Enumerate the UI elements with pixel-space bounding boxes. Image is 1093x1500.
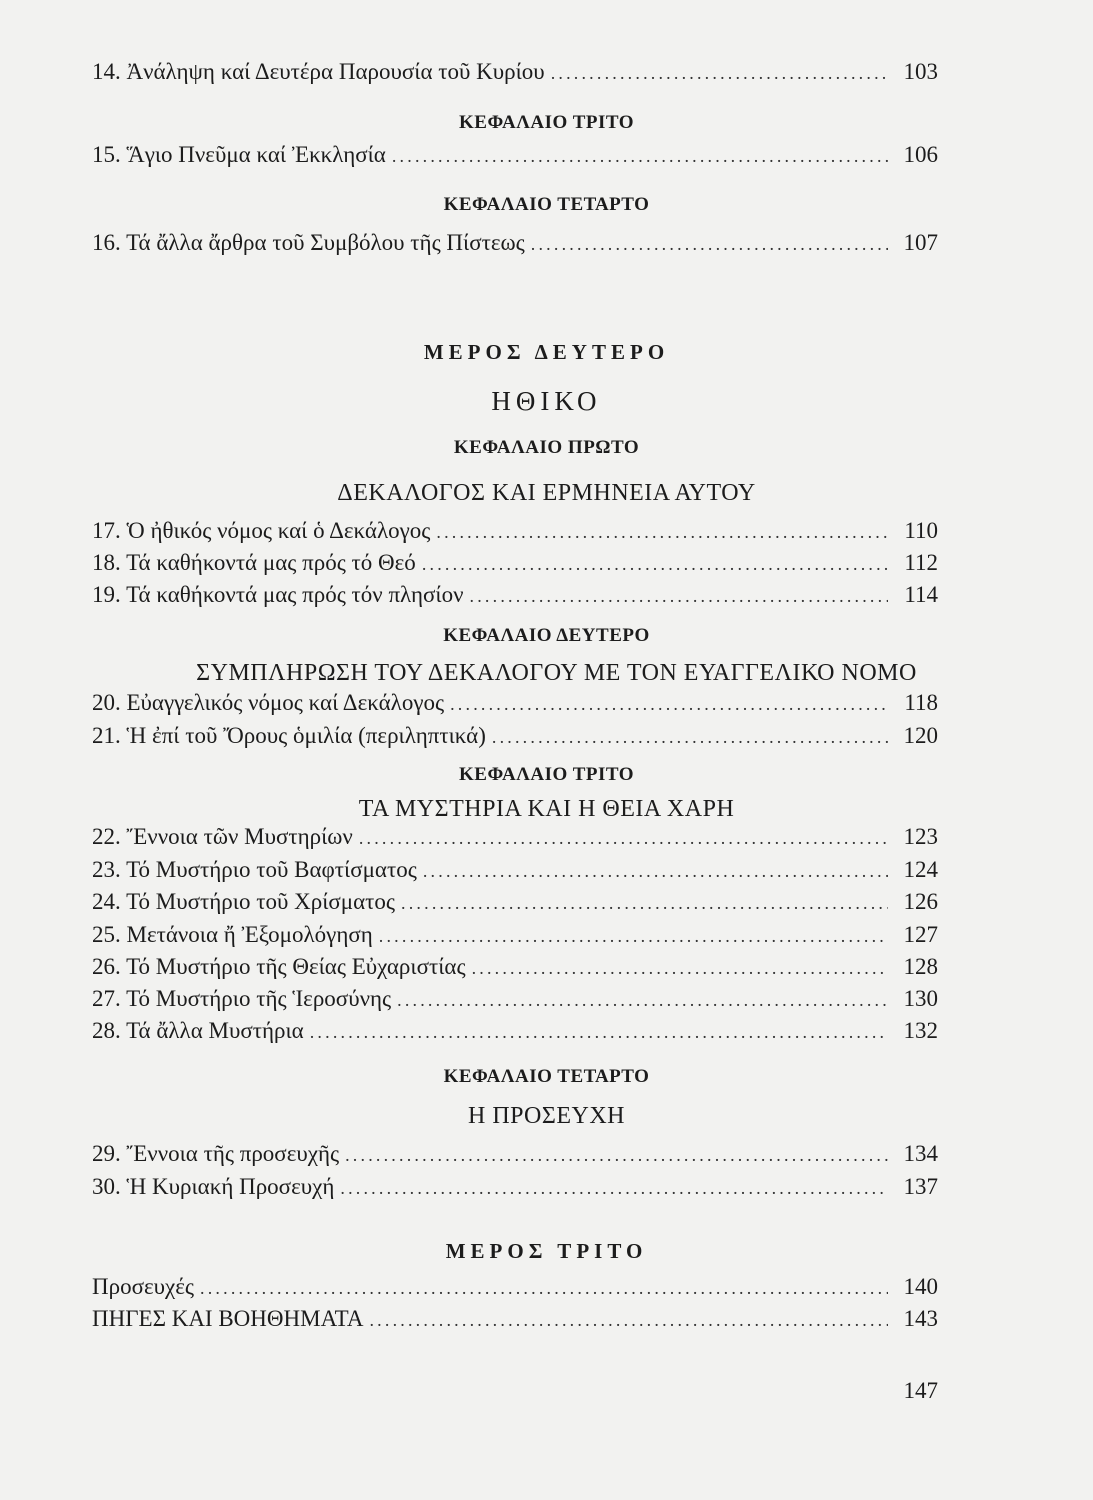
toc-entry: [92, 1273, 938, 1302]
leader-dots: [492, 723, 888, 751]
page-number: 147: [903, 1378, 938, 1403]
entry-page: 143: [903, 1306, 938, 1331]
toc-entry: [92, 58, 938, 87]
entry-title: 29. Ἔννοια τῆς προσευχῆς: [92, 1141, 340, 1166]
entry-page: 128: [903, 954, 938, 979]
entry-page: 112: [904, 550, 938, 575]
entry-page: 123: [903, 824, 938, 849]
entry-title: 19. Τά καθήκοντά μας πρός τόν πλησίον: [92, 582, 464, 607]
leader-dots: [472, 954, 888, 982]
leader-dots: [345, 1141, 888, 1169]
part-heading: ΜΕΡΟΣ ΤΡΙΤΟ: [445, 1239, 648, 1263]
leader-dots: [397, 986, 888, 1014]
entry-title: 22. Ἔννοια τῶν Μυστηρίων: [92, 824, 353, 849]
entry-page: 106: [903, 142, 938, 167]
entry-title: 14. Ἀνάληψη καί Δευτέρα Παρουσία τοῦ Κυρίου: [92, 59, 545, 84]
chapter-heading: ΚΕΦΑΛΑΙΟ ΤΡΙΤΟ: [459, 112, 634, 133]
chapter-heading: ΚΕΦΑΛΑΙΟ ΤΕΤΑΡΤΟ: [443, 1066, 650, 1087]
entry-title: 16. Τά ἄλλα ἄρθρα τοῦ Συμβόλου τῆς Πίστεως: [92, 230, 525, 255]
toc-entry: [92, 856, 938, 885]
entry-page: 110: [904, 518, 938, 543]
toc-entry: [92, 1017, 938, 1046]
entry-title: 17. Ὁ ἠθικός νόμος καί ὁ Δεκάλογος: [92, 518, 431, 543]
toc-entry: [92, 823, 938, 852]
entry-title: 21. Ἡ ἐπί τοῦ Ὄρους ὁμιλία (περιληπτικά): [92, 723, 486, 748]
entry-page: 114: [904, 582, 938, 607]
entry-page: 124: [903, 857, 938, 882]
leader-dots: [340, 1174, 888, 1202]
toc-entry: [92, 1305, 938, 1334]
toc-entry: [92, 549, 938, 578]
entry-page: 120: [903, 723, 938, 748]
chapter-heading: ΚΕΦΑΛΑΙΟ ΤΕΤΑΡΤΟ: [443, 194, 650, 215]
entry-title: 26. Τό Μυστήριο τῆς Θείας Εὐχαριστίας: [92, 954, 466, 979]
entry-title: 15. Ἅγιο Πνεῦμα καί Ἐκκλησία: [92, 142, 386, 167]
chapter-heading: ΚΕΦΑΛΑΙΟ ΔΕΥΤΕΡΟ: [443, 625, 650, 646]
leader-dots: [392, 142, 888, 170]
leader-dots: [200, 1274, 888, 1302]
entry-page: 126: [903, 889, 938, 914]
entry-title: 27. Τό Μυστήριο τῆς Ἱεροσύνης: [92, 986, 392, 1011]
leader-dots: [422, 550, 888, 578]
leader-dots: [379, 922, 888, 950]
entry-title: 18. Τά καθήκοντά μας πρός τό Θεό: [92, 550, 416, 575]
leader-dots: [359, 824, 888, 852]
leader-dots: [401, 889, 888, 917]
entry-page: 137: [903, 1174, 938, 1199]
leader-dots: [423, 857, 888, 885]
leader-dots: [450, 690, 888, 718]
toc-entry: [92, 953, 938, 982]
entry-title: 20. Εὐαγγελικός νόμος καί Δεκάλογος: [92, 690, 445, 715]
part-heading: ΜΕΡΟΣ ΔΕΥΤΕΡΟ: [423, 340, 670, 364]
chapter-heading: ΚΕΦΑΛΑΙΟ ΠΡΩΤΟ: [453, 437, 640, 458]
entry-title: Προσευχές: [92, 1274, 195, 1299]
toc-entry: [92, 581, 938, 610]
entry-page: 103: [903, 59, 938, 84]
toc-entry: [92, 985, 938, 1014]
leader-dots: [470, 582, 888, 610]
leader-dots: [436, 518, 888, 546]
entry-page: 132: [903, 1018, 938, 1043]
leader-dots: [551, 59, 888, 87]
entry-page: 118: [904, 690, 938, 715]
entry-title: 25. Μετάνοια ἤ Ἐξομολόγηση: [92, 922, 373, 947]
entry-page: 127: [903, 922, 938, 947]
section-title: ΤΑ ΜΥΣΤΗΡΙΑ ΚΑΙ Η ΘΕΙΑ ΧΑΡΗ: [358, 796, 735, 822]
entry-page: 107: [903, 230, 938, 255]
toc-entry: [92, 517, 938, 546]
toc-entry: [92, 921, 938, 950]
leader-dots: [369, 1306, 888, 1334]
part-title: ΗΘΙΚΟ: [491, 386, 602, 416]
section-title: ΣΥΜΠΛΗΡΩΣΗ ΤΟΥ ΔΕΚΑΛΟΓΟΥ ΜΕ ΤΟΝ ΕΥΑΓΓΕΛΙΚΟ ΝΟΜΟ: [196, 660, 917, 686]
toc-entry: [92, 1173, 938, 1202]
toc-entry: [92, 141, 938, 170]
leader-dots: [531, 230, 888, 258]
entry-title: 30. Ἡ Κυριακή Προσευχή: [92, 1174, 335, 1199]
entry-page: 140: [903, 1274, 938, 1299]
section-title: ΔΕΚΑΛΟΓΟΣ ΚΑΙ ΕΡΜΗΝΕΙΑ ΑΥΤΟΥ: [337, 480, 756, 506]
entry-page: 134: [903, 1141, 938, 1166]
toc-entry: [92, 689, 938, 718]
entry-page: 130: [903, 986, 938, 1011]
entry-title: ΠΗΓΕΣ ΚΑΙ ΒΟΗΘΗΜΑΤΑ: [92, 1306, 364, 1331]
toc-entry: [92, 722, 938, 751]
section-title: Η ΠΡΟΣΕΥΧΗ: [468, 1103, 625, 1129]
toc-entry: [92, 229, 938, 258]
toc-entry: [92, 1140, 938, 1169]
entry-title: 24. Τό Μυστήριο τοῦ Χρίσματος: [92, 889, 396, 914]
toc-entry: [92, 888, 938, 917]
chapter-heading: ΚΕΦΑΛΑΙΟ ΤΡΙΤΟ: [459, 764, 634, 785]
entry-title: 23. Τό Μυστήριο τοῦ Βαφτίσματος: [92, 857, 417, 882]
entry-title: 28. Τά ἄλλα Μυστήρια: [92, 1018, 304, 1043]
leader-dots: [310, 1018, 888, 1046]
